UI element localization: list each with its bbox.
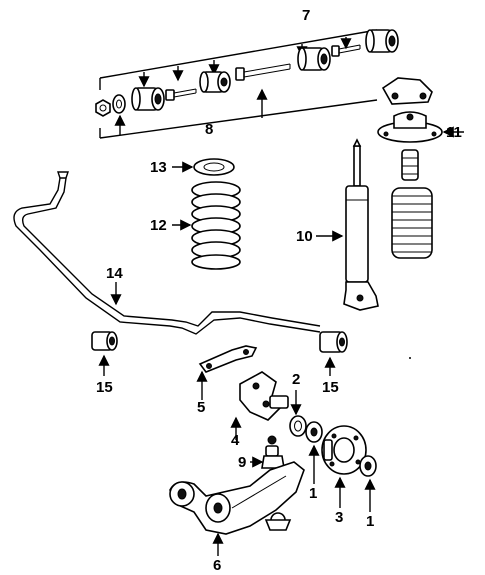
callout-13: 13	[150, 159, 167, 176]
spring-insulator	[194, 159, 234, 175]
strut-mount-bracket	[383, 78, 432, 104]
callout-14: 14	[106, 265, 123, 282]
callout-15-left: 15	[96, 379, 113, 396]
coil-spring	[192, 182, 240, 269]
callout-3: 3	[335, 509, 344, 526]
washer	[113, 95, 125, 113]
dust-boot	[392, 188, 432, 258]
bump-stop	[402, 150, 418, 180]
stabilizer-bushing-right	[320, 332, 347, 352]
stabilizer-bushing-left	[92, 332, 117, 350]
control-arm-bolt-2	[236, 64, 290, 80]
strut-mount	[378, 112, 442, 142]
control-arm-bushing-4	[366, 30, 398, 52]
nut	[96, 100, 110, 116]
callout-9: 9	[238, 454, 247, 471]
callout-15-right: 15	[322, 379, 339, 396]
outer-bearing	[360, 456, 376, 476]
callout-1-outer: 1	[366, 513, 375, 530]
callout-2: 2	[292, 371, 301, 388]
stabilizer-bar	[14, 172, 320, 334]
callout-7: 7	[302, 7, 311, 24]
callout-6: 6	[213, 557, 222, 574]
callout-5: 5	[197, 399, 206, 416]
callout-11: 11	[446, 124, 462, 141]
stabilizer-link	[200, 346, 256, 372]
seal	[290, 416, 306, 436]
callout-8: 8	[205, 121, 214, 138]
callout-12: 12	[150, 217, 167, 234]
control-arm-bushing-2	[200, 72, 230, 92]
bushing-bolt-group	[96, 30, 398, 138]
strut-assembly	[344, 140, 378, 310]
steering-knuckle	[240, 372, 288, 420]
lower-control-arm	[170, 462, 304, 534]
control-arm-bolt-1	[166, 89, 196, 100]
callout-10: 10	[296, 228, 313, 245]
callout-1-inner: 1	[309, 485, 318, 502]
control-arm-bushing-1	[132, 88, 164, 110]
callout-4: 4	[231, 432, 240, 449]
ball-joint	[262, 436, 284, 468]
control-arm-bushing-3	[298, 48, 330, 70]
inner-bearing	[306, 422, 322, 442]
